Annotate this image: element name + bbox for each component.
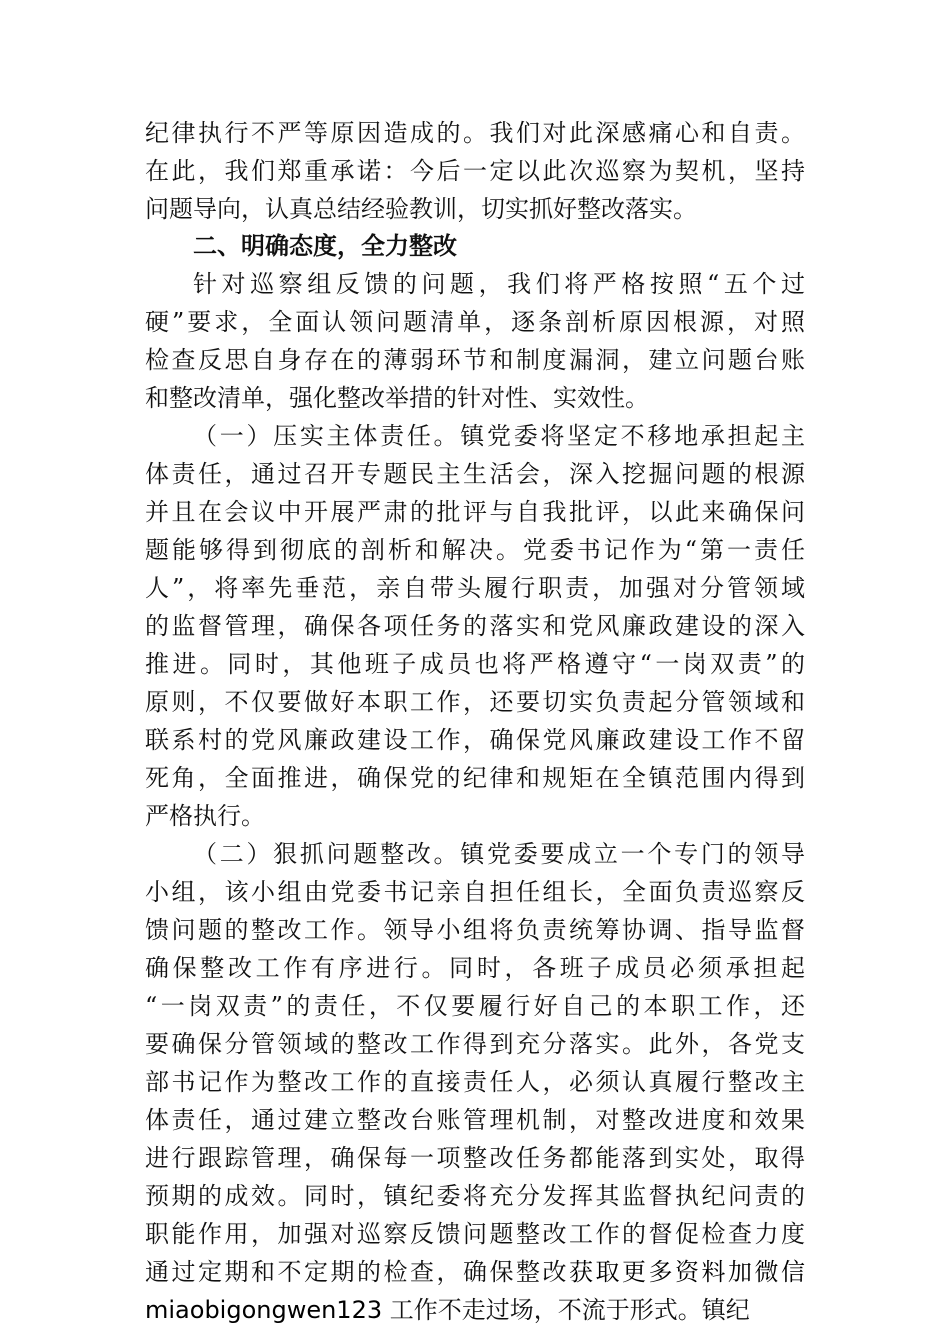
text-line-with-ad: [145, 1252, 805, 1292]
text-line-with-ad: [145, 1290, 805, 1330]
text-line: 体责任，通过建立整改台账管理机制，对整改进度和效果: [145, 1106, 805, 1134]
text-line: 要确保分管领域的整改工作得到充分落实。此外，各党支: [145, 1030, 805, 1058]
ad-text: 获取更多资料加微信: [569, 1258, 805, 1286]
text-line: （一）压实主体责任。镇党委将坚定不移地承担起主: [193, 422, 805, 450]
text-line: 预期的成效。同时，镇纪委将充分发挥其监督执纪问责的: [145, 1182, 805, 1210]
text-line: 原则，不仅要做好本职工作，还要切实负责起分管领域和: [145, 688, 805, 716]
text-line: 进行跟踪管理，确保每一项整改任务都能落到实处，取得: [145, 1144, 805, 1172]
text-line: 推进。同时，其他班子成员也将严格遵守“一岗双责”的: [145, 650, 805, 678]
text-line: 和整改清单，强化整改举措的针对性、实效性。: [145, 384, 649, 412]
text-line: 在此，我们郑重承诺：今后一定以此次巡察为契机，坚持: [145, 157, 805, 185]
text-line: 部书记作为整改工作的直接责任人，必须认真履行整改主: [145, 1068, 805, 1096]
text-line: “一岗双责”的责任，不仅要履行好自己的本职工作，还: [145, 992, 805, 1020]
text-line: 馈问题的整改工作。领导小组将负责统筹协调、指导监督: [145, 916, 805, 944]
text-line: 严格执行。: [145, 802, 265, 830]
text-line: 小组，该小组由党委书记亲自担任组长，全面负责巡察反: [145, 878, 805, 906]
text-fragment: 通过定期和不定期的检查，确保整改: [145, 1258, 569, 1286]
text-line: 针对巡察组反馈的问题，我们将严格按照“五个过: [193, 270, 805, 298]
section-heading: 二、明确态度，全力整改: [193, 232, 457, 260]
text-line: 的监督管理，确保各项任务的落实和党风廉政建设的深入: [145, 612, 805, 640]
text-line: 人”，将率先垂范，亲自带头履行职责，加强对分管领域: [145, 574, 805, 602]
text-line: 硬”要求，全面认领问题清单，逐条剖析原因根源，对照: [145, 308, 805, 336]
text-line: 题能够得到彻底的剖析和解决。党委书记作为“第一责任: [145, 536, 805, 564]
text-line: 确保整改工作有序进行。同时，各班子成员必须承担起: [145, 954, 805, 982]
text-line: （二）狠抓问题整改。镇党委要成立一个专门的领导: [193, 840, 805, 868]
text-line: 死角，全面推进，确保党的纪律和规矩在全镇范围内得到: [145, 764, 805, 792]
text-line: 纪律执行不严等原因造成的。我们对此深感痛心和自责。: [145, 119, 805, 147]
text-line: 职能作用，加强对巡察反馈问题整改工作的督促检查力度: [145, 1220, 805, 1248]
text-line: 体责任，通过召开专题民主生活会，深入挖掘问题的根源: [145, 460, 805, 488]
text-line: 检查反思自身存在的薄弱环节和制度漏洞，建立问题台账: [145, 346, 805, 374]
text-line: 并且在会议中开展严肃的批评与自我批评，以此来确保问: [145, 498, 805, 526]
ad-wechat-id: miaobigongwen123: [145, 1296, 383, 1324]
text-line: 问题导向，认真总结经验教训，切实抓好整改落实。: [145, 195, 697, 223]
text-fragment: 工作不走过场，不流于形式。镇纪: [382, 1296, 750, 1324]
text-line: 联系村的党风廉政建设工作，确保党风廉政建设工作不留: [145, 726, 805, 754]
